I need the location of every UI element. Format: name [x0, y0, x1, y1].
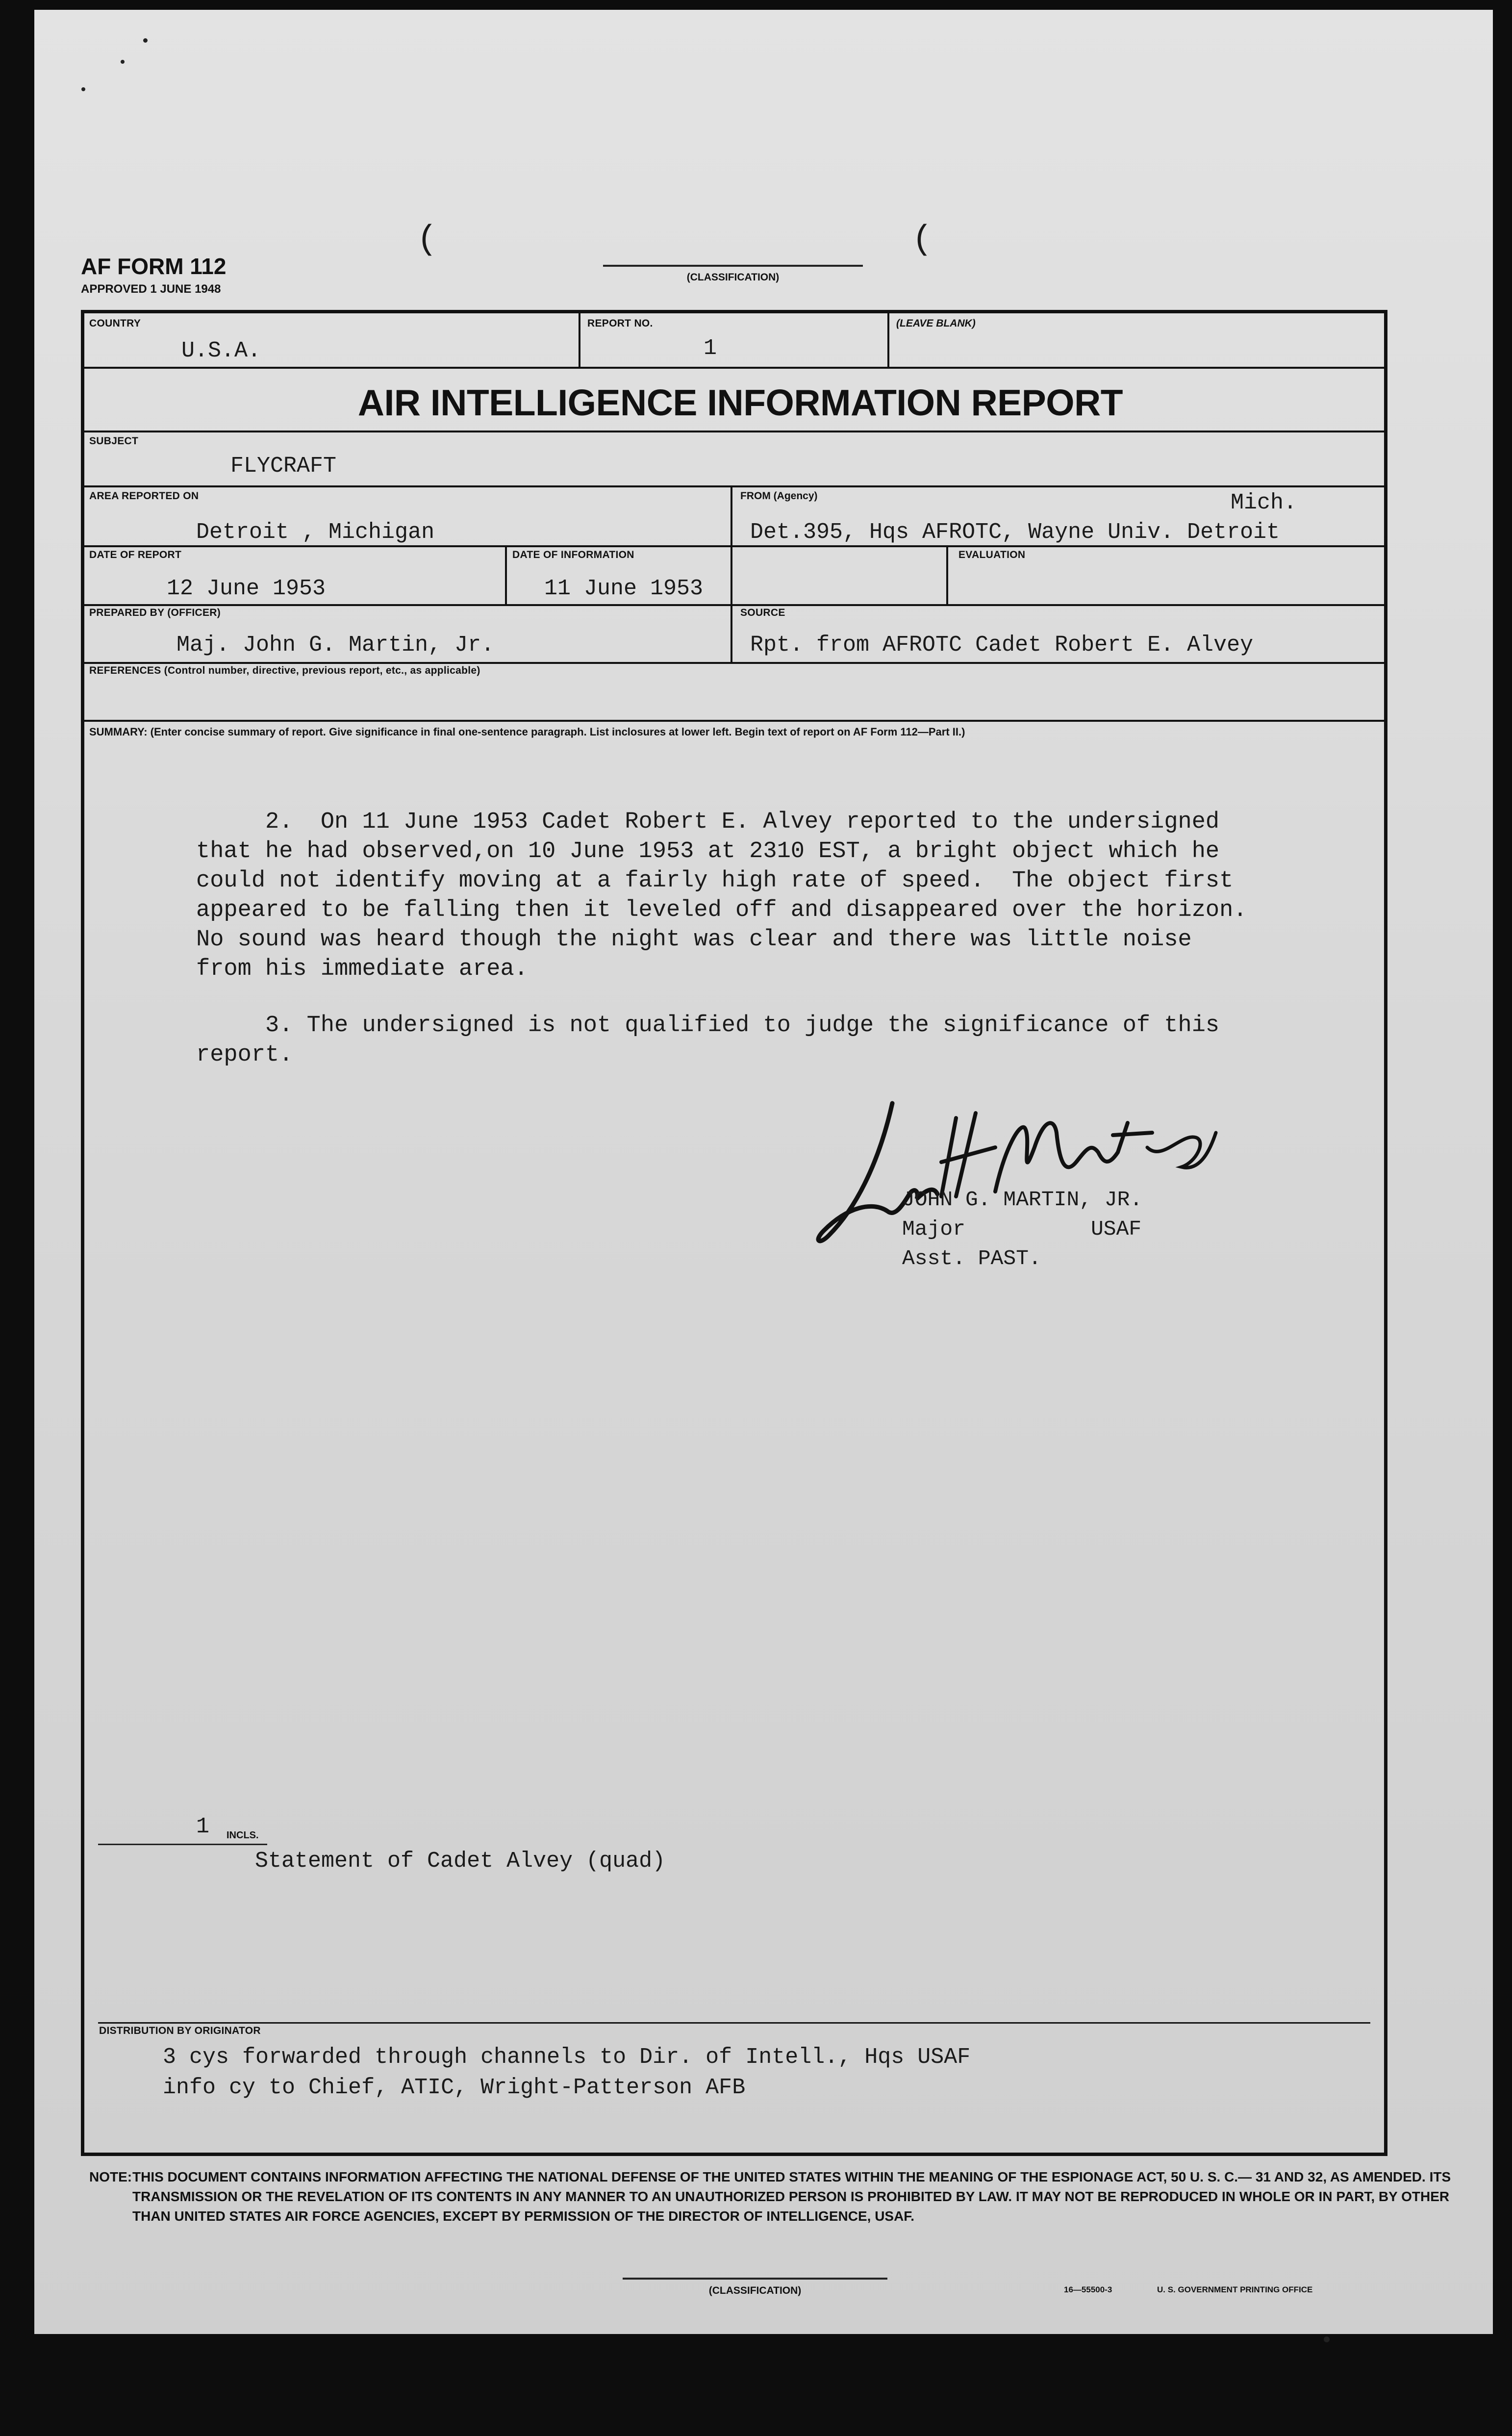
inclosure-count: 1: [196, 1814, 210, 1839]
area-reported-label: AREA REPORTED ON: [89, 490, 199, 502]
date-of-information-label: DATE OF INFORMATION: [512, 549, 634, 560]
references-label: REFERENCES (Control number, directive, previous report, etc., as applicable): [89, 665, 480, 676]
body-line: 2. On 11 June 1953 Cadet Robert E. Alvey reported to the undersigned: [196, 809, 1220, 835]
date-of-information-value: 11 June 1953: [544, 576, 704, 601]
inclosure-line: [98, 1844, 267, 1845]
divider: [81, 485, 1387, 487]
evaluation-label: EVALUATION: [958, 549, 1026, 560]
stray-paren-right: (: [912, 221, 933, 259]
note-label: NOTE:: [89, 2169, 132, 2184]
document-page: [34, 10, 1493, 2334]
divider: [731, 485, 732, 662]
country-value: U.S.A.: [181, 338, 261, 363]
punch-mark: [81, 87, 85, 91]
prepared-by-label: PREPARED BY (OFFICER): [89, 607, 221, 618]
body-line: from his immediate area.: [196, 956, 528, 982]
body-line: that he had observed,on 10 June 1953 at 2310 EST, a bright object which he: [196, 838, 1220, 864]
inclosure-text: Statement of Cadet Alvey (quad): [255, 1849, 666, 1874]
body-line: report.: [196, 1042, 293, 1068]
from-agency-value-line2: Det.395, Hqs AFROTC, Wayne Univ. Detroit: [750, 520, 1280, 545]
stray-paren-left: (: [417, 221, 438, 259]
signer-rank: Major: [902, 1217, 966, 1241]
prepared-by-value: Maj. John G. Martin, Jr.: [176, 633, 495, 658]
from-agency-value-line1: Mich.: [1231, 490, 1297, 515]
divider: [81, 431, 1387, 432]
distribution-line1: 3 cys forwarded through channels to Dir. of Intell., Hqs USAF: [163, 2045, 971, 2070]
divider: [98, 2022, 1370, 2024]
punch-mark: [143, 38, 148, 43]
report-no-label: REPORT NO.: [587, 318, 653, 329]
divider: [579, 310, 580, 368]
divider: [81, 367, 1387, 369]
from-agency-label: FROM (Agency): [740, 490, 818, 502]
divider: [81, 662, 1387, 664]
divider: [946, 545, 948, 605]
body-line: could not identify moving at a fairly high rate of speed. The object first: [196, 868, 1234, 894]
classification-line-top: [603, 265, 863, 267]
signer-title: Asst. PAST.: [902, 1246, 1041, 1270]
inclosure-label: INCLS.: [227, 1830, 259, 1841]
distribution-line2: info cy to Chief, ATIC, Wright-Patterson AFB: [163, 2075, 746, 2100]
report-no-value: 1: [704, 336, 717, 361]
divider: [81, 720, 1387, 722]
body-line: 3. The undersigned is not qualified to judge the significance of this: [196, 1013, 1220, 1039]
punch-mark: [1324, 2336, 1330, 2342]
area-reported-value: Detroit , Michigan: [196, 520, 435, 545]
signer-service: USAF: [1091, 1217, 1142, 1241]
date-of-report-value: 12 June 1953: [167, 576, 326, 601]
date-of-report-label: DATE OF REPORT: [89, 549, 182, 560]
subject-value: FLYCRAFT: [230, 454, 337, 479]
summary-label: SUMMARY: (Enter concise summary of report. Give significance in final one-sentence paragraph. List inclosures at lower left. Begin text of report on AF Form 112—Part II.): [89, 726, 965, 738]
body-line: No sound was heard though the night was clear and there was little noise: [196, 927, 1192, 953]
handwritten-signature: [809, 1089, 1289, 1255]
note-text: THIS DOCUMENT CONTAINS INFORMATION AFFECTING THE NATIONAL DEFENSE OF THE UNITED STATES WITHIN THE MEANING OF THE ESPIONAGE ACT, 50 U. S. C.— 31 AND 32, AS AMENDED. ITS TRANSMISSION OR THE REVELATION OF ITS CONTENTS IN ANY MANNER TO AN UNAUTHORIZED PERSON IS PROHIBITED BY LAW. IT MAY NOT BE REPRODUCED IN WHOLE OR IN PART, BY OTHER THAN UNITED STATES AIR FORCE AGENCIES, EXCEPT BY PERMISSION OF THE DIRECTOR OF INTELLIGENCE, USAF.: [132, 2169, 1451, 2224]
divider: [887, 310, 889, 368]
form-approved-date: APPROVED 1 JUNE 1948: [81, 282, 221, 296]
country-label: COUNTRY: [89, 318, 141, 329]
subject-label: SUBJECT: [89, 435, 139, 447]
form-number: AF FORM 112: [81, 254, 227, 279]
source-value: Rpt. from AFROTC Cadet Robert E. Alvey: [750, 633, 1254, 658]
leave-blank-label: (LEAVE BLANK): [896, 318, 976, 329]
print-code: 16—55500-3: [1064, 2285, 1112, 2294]
classification-label-top: (CLASSIFICATION): [686, 272, 780, 283]
divider: [81, 604, 1387, 606]
signer-name: JOHN G. MARTIN, JR.: [902, 1188, 1143, 1212]
source-label: SOURCE: [740, 607, 785, 618]
divider: [505, 545, 507, 605]
printer-name: U. S. GOVERNMENT PRINTING OFFICE: [1157, 2285, 1313, 2294]
classification-line-bottom: [623, 2278, 887, 2280]
distribution-label: DISTRIBUTION BY ORIGINATOR: [99, 2025, 261, 2036]
divider: [81, 545, 1387, 547]
classification-label-bottom: (CLASSIFICATION): [708, 2285, 802, 2296]
body-line: appeared to be falling then it leveled off and disappeared over the horizon.: [196, 897, 1247, 923]
report-title: AIR INTELLIGENCE INFORMATION REPORT: [357, 382, 1123, 423]
punch-mark: [121, 60, 125, 64]
